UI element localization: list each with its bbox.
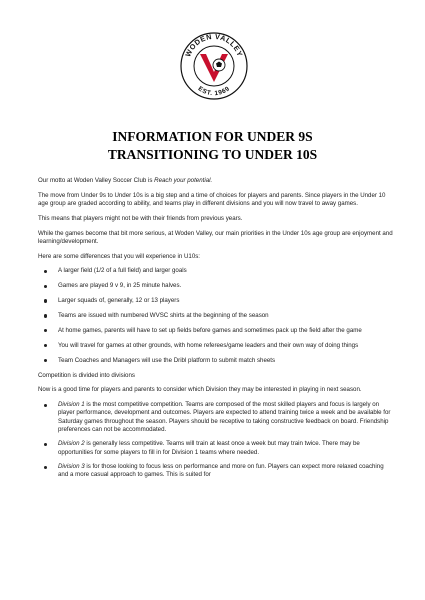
bullet-icon bbox=[44, 466, 47, 469]
intro-paragraph-4: While the games become that bit more serious, at Woden Valley, our main priorities in the Under 10s age group are enjoyment and learning/development. bbox=[38, 229, 393, 245]
title-line-1: INFORMATION FOR UNDER 9S bbox=[112, 129, 313, 144]
bullet-icon bbox=[44, 299, 47, 302]
intro-paragraph-3: This means that players might not be with their friends from previous years. bbox=[38, 214, 243, 222]
list-item: You will travel for games at other grounds, with home referees/game leaders and their own way of doing things bbox=[38, 342, 394, 350]
bullet-icon bbox=[44, 314, 47, 317]
bullet-icon bbox=[44, 443, 47, 446]
bullet-icon bbox=[44, 285, 47, 288]
differences-list bbox=[38, 267, 394, 365]
division-name: Division 2 bbox=[58, 440, 85, 448]
page-title bbox=[40, 128, 385, 164]
division-text: is the most competitive competition. Teams are composed of the most skilled players and focus is largely on player performance, development and outcomes. Players are expected to attend training twice a week and be available for Saturday games throughout the season. Players should be receptive to taking constructive feedback on board. Friendship preferences can not be accommodated. bbox=[58, 401, 391, 433]
logo-bottom-text: EST. 1969 bbox=[196, 85, 232, 98]
divisions-list bbox=[38, 401, 394, 479]
logo-emblem bbox=[178, 20, 250, 112]
bullet-icon bbox=[44, 404, 47, 407]
division-text: is for those looking to focus less on performance and more on fun. Players can expect more relaxed coaching and a more casual approach to games. This is suited for bbox=[58, 463, 384, 479]
motto-prefix: Our motto at Woden Valley Soccer Club is bbox=[38, 177, 155, 184]
bullet-icon bbox=[44, 329, 47, 332]
svg-text:EST. 1969 bbox=[197, 85, 232, 97]
club-logo bbox=[178, 20, 250, 112]
bullet-icon bbox=[44, 359, 47, 362]
division-item bbox=[38, 463, 394, 479]
list-item: Teams are issued with numbered WVSC shirts at the beginning of the season bbox=[38, 312, 394, 320]
division-text: is generally less competitive. Teams will train at least once a week but may train twice. There may be opportunities for some players to fill in for Division 1 teams where needed. bbox=[58, 440, 360, 456]
list-item: A larger field (1/2 of a full field) and larger goals bbox=[38, 267, 394, 275]
division-item bbox=[38, 440, 394, 456]
intro-paragraph-5: Here are some differences that you will experience in U10s: bbox=[38, 252, 201, 260]
bullet-icon bbox=[44, 270, 47, 273]
list-item: Larger squads of, generally, 12 or 13 players bbox=[38, 297, 394, 305]
division-name: Division 3 bbox=[58, 463, 85, 471]
title-line-2: TRANSITIONING TO UNDER 10S bbox=[107, 147, 318, 162]
division-item bbox=[38, 401, 394, 434]
bullet-icon bbox=[44, 344, 47, 347]
list-item: Team Coaches and Managers will use the Dribl platform to submit match sheets bbox=[38, 357, 394, 365]
list-item: At home games, parents will have to set up fields before games and sometimes pack up the field after the game bbox=[38, 327, 394, 335]
division-name: Division 1 bbox=[58, 401, 85, 409]
logo-top-text: WODEN VALLEY bbox=[183, 31, 245, 59]
list-item: Games are played 9 v 9, in 25 minute halves. bbox=[38, 282, 394, 290]
intro-paragraph-2: The move from Under 9s to Under 10s is a big step and a time of choices for players and parents. Since players in the Under 10 age group are graded according to ability, and teams play in different divisions and you will now travel to away games. bbox=[38, 191, 386, 207]
motto-paragraph bbox=[38, 177, 394, 185]
competition-paragraph-1: Competition is divided into divisions bbox=[38, 371, 135, 379]
competition-paragraph-2: Now is a good time for players and parents to consider which Division they may be interested in playing in next season. bbox=[38, 386, 362, 394]
document-body bbox=[38, 177, 394, 486]
motto-text: Reach your potential. bbox=[154, 177, 213, 184]
